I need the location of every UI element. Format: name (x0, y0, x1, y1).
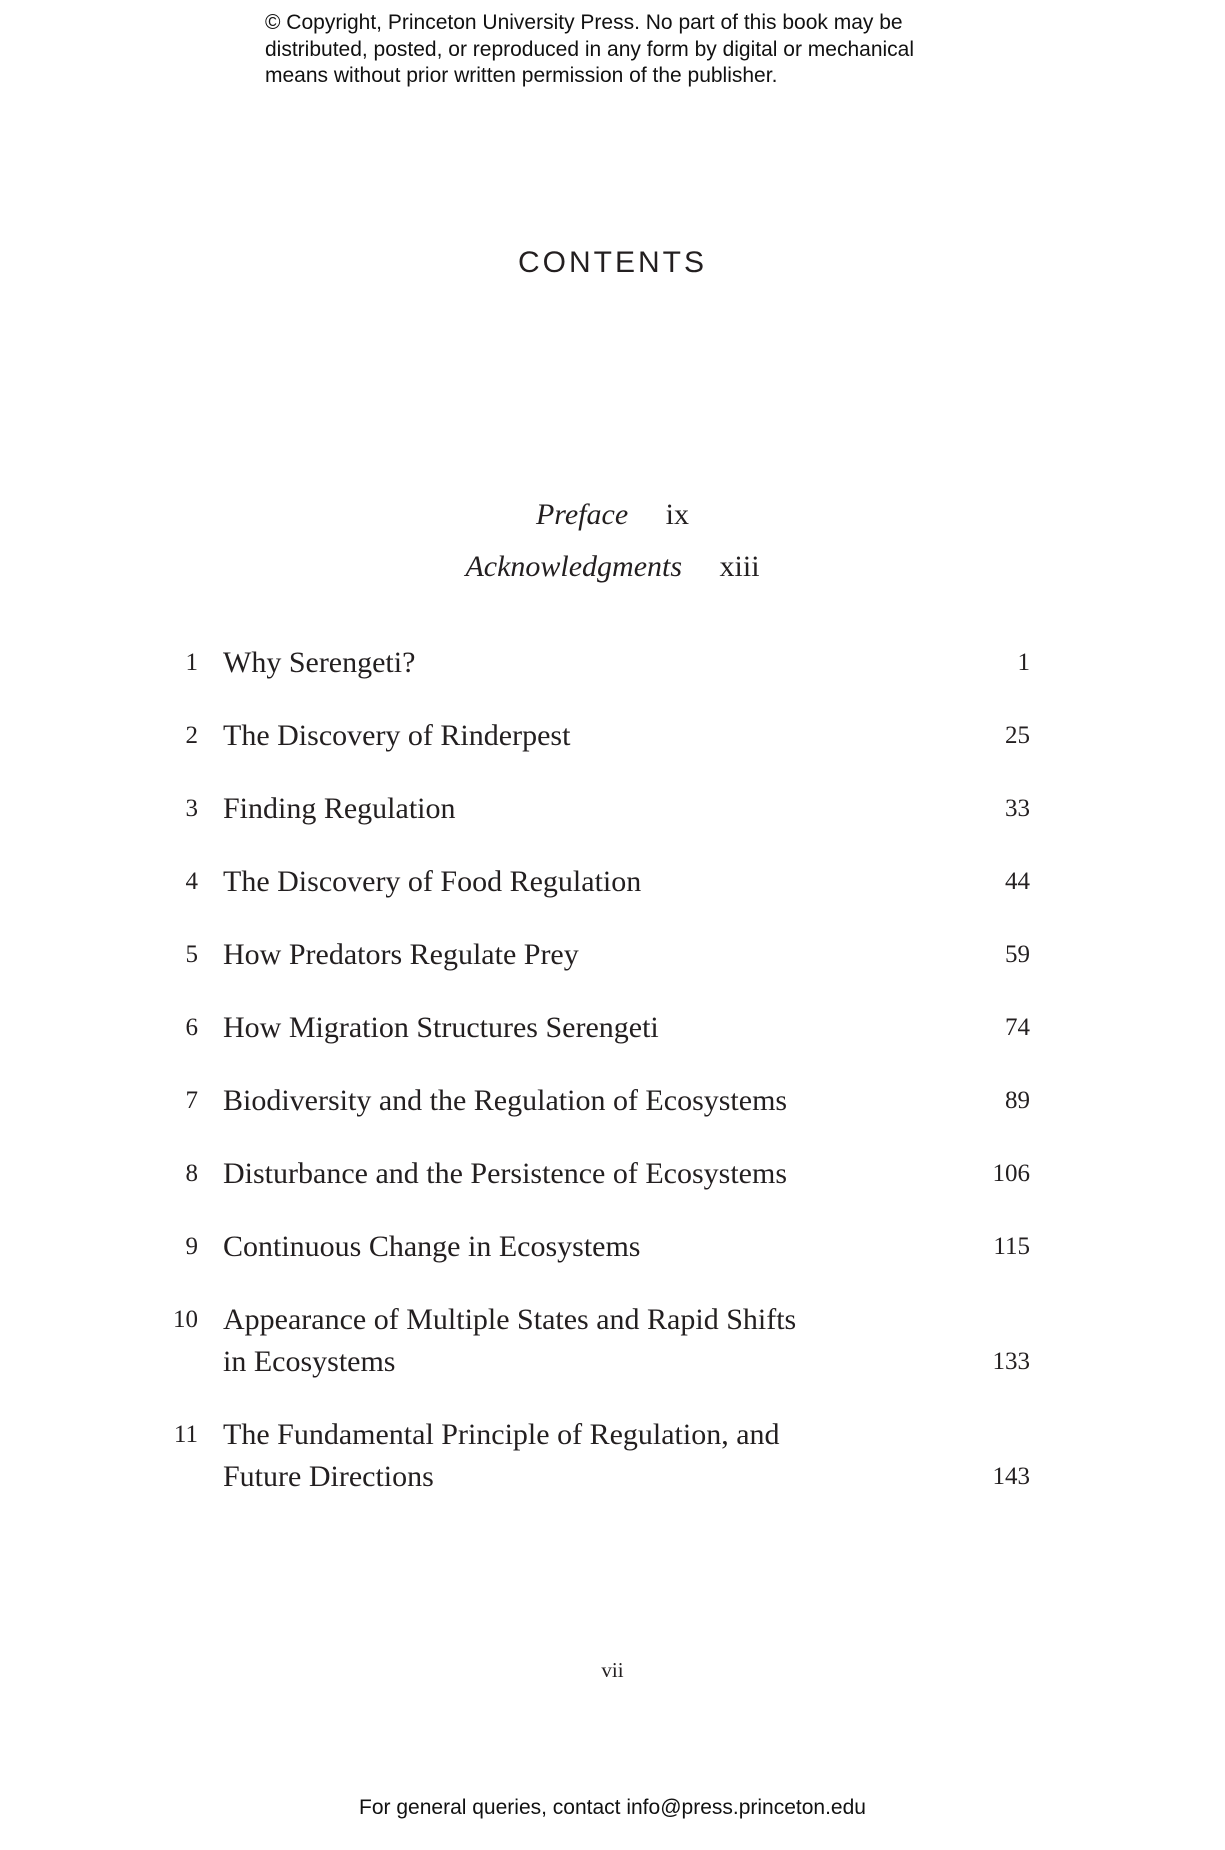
chapter-title-line: Future Directions (223, 1460, 434, 1493)
page-number: vii (601, 1658, 624, 1682)
chapter-title-line: Biodiversity and the Regulation of Ecosystems (223, 1084, 788, 1117)
chapter-title (223, 1153, 823, 1195)
chapter-title (223, 642, 823, 684)
chapter-page: 133 (992, 1348, 1030, 1375)
chapter-page: 115 (993, 1233, 1030, 1260)
copyright-line: means without prior written permission of the publisher. (265, 64, 778, 87)
chapter-title-line: The Discovery of Food Regulation (223, 865, 642, 898)
chapter-page: 59 (1005, 941, 1030, 968)
chapter-title (223, 1080, 823, 1122)
chapter-page: 106 (992, 1160, 1030, 1187)
front-matter-title: Acknowledgments (465, 550, 683, 583)
chapter-title-line: Appearance of Multiple States and Rapid Shifts (223, 1303, 797, 1336)
chapter-title (223, 1299, 823, 1383)
chapter-title (223, 861, 823, 903)
footer-contact: For general queries, contact info@press.princeton.edu (359, 1796, 866, 1819)
chapter-page: 44 (1005, 868, 1030, 895)
chapter-title-line: Finding Regulation (223, 792, 456, 825)
chapter-number: 5 (185, 941, 198, 968)
chapter-number: 4 (185, 868, 198, 895)
copyright-line: distributed, posted, or reproduced in any form by digital or mechanical (265, 37, 915, 61)
chapter-number: 7 (185, 1087, 198, 1114)
chapter-page: 25 (1005, 722, 1030, 749)
chapter-title-line: Disturbance and the Persistence of Ecosystems (223, 1157, 788, 1190)
chapter-title-line: The Fundamental Principle of Regulation, and (223, 1418, 780, 1451)
front-matter-title: Preface (535, 498, 629, 531)
chapter-title-line: The Discovery of Rinderpest (223, 719, 571, 752)
chapter-number: 9 (185, 1233, 198, 1260)
chapter-number: 8 (185, 1160, 198, 1187)
chapter-page: 33 (1005, 795, 1030, 822)
chapter-title-line: Why Serengeti? (223, 646, 416, 679)
chapter-title (223, 1007, 823, 1049)
chapter-page: 1 (1017, 649, 1030, 676)
chapter-title-line: in Ecosystems (223, 1345, 396, 1378)
front-matter-entry (0, 498, 1225, 532)
front-matter-page: ix (665, 498, 689, 531)
chapter-number: 3 (185, 795, 198, 822)
chapter-title (223, 1226, 823, 1268)
front-matter-page: xiii (719, 550, 760, 583)
chapter-number: 1 (185, 649, 198, 676)
chapter-number: 11 (173, 1421, 198, 1448)
chapter-number: 10 (173, 1306, 198, 1333)
chapter-title-line: Continuous Change in Ecosystems (223, 1230, 641, 1263)
chapter-number: 6 (185, 1014, 198, 1041)
chapter-page: 89 (1005, 1087, 1030, 1114)
chapter-page: 74 (1005, 1014, 1030, 1041)
front-matter-entry (0, 550, 1225, 584)
chapter-title-line: How Predators Regulate Prey (223, 938, 579, 971)
chapter-page: 143 (992, 1463, 1030, 1490)
chapter-title (223, 788, 823, 830)
chapter-title (223, 715, 823, 757)
chapter-title-line: How Migration Structures Serengeti (223, 1011, 659, 1044)
page-title: CONTENTS (518, 246, 707, 279)
chapter-title (223, 934, 823, 976)
chapter-number: 2 (185, 722, 198, 749)
copyright-line: © Copyright, Princeton University Press. No part of this book may be (265, 11, 903, 34)
chapter-title (223, 1414, 823, 1498)
copyright-notice (265, 10, 1025, 90)
